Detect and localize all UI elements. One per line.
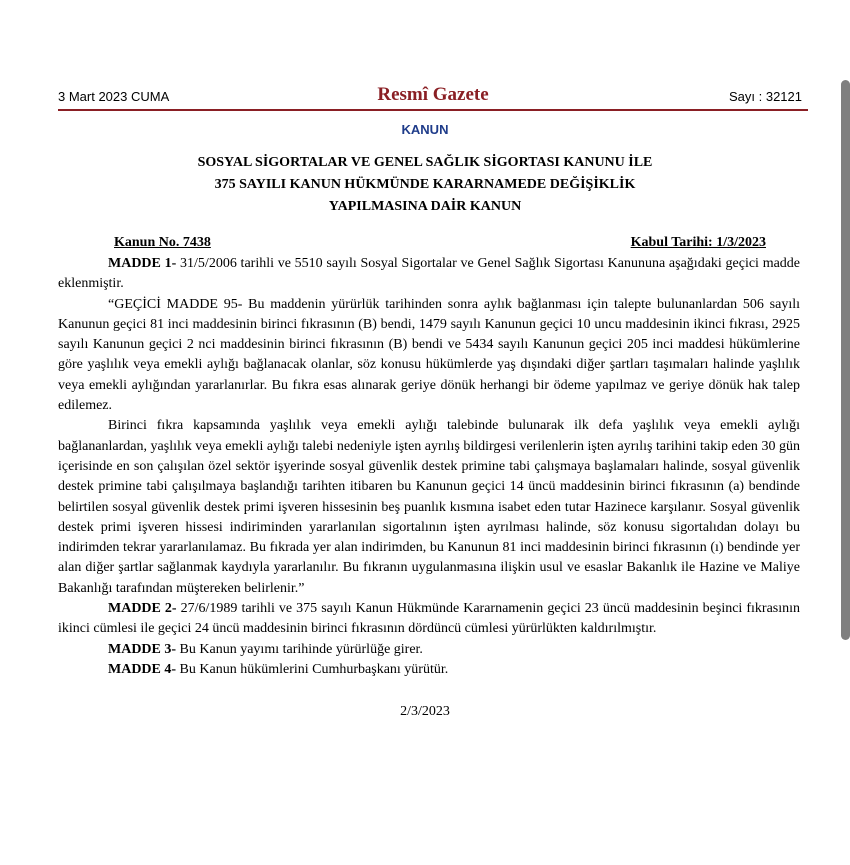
article-label: MADDE 2- [108, 601, 177, 617]
article-label: MADDE 4- [108, 661, 177, 677]
publication-date: 3 Mart 2023 CUMA [58, 89, 170, 104]
law-number: Kanun No. 7438 [114, 235, 211, 250]
article-paragraph [58, 254, 800, 295]
law-title [0, 152, 850, 218]
article-paragraph [58, 416, 800, 599]
signature-date: 2/3/2023 [400, 704, 450, 719]
law-body [58, 254, 800, 680]
article-text: Birinci fıkra kapsamında yaşlılık veya emekli aylığı talebinde bulunarak ilk defa yaşlılık veya emekli aylığı bağlananlardan, yaşlılık veya emekli aylığı talebi nedeniyle işten ayrılış bildirgesi verilenlerin işten ayrılış tarihini takip eden 30 gün içerisinde en son çalışılan özel sektör işyerinde sosyal güvenlik destek primine tabi çalışmaya başlamaları halinde, sosyal güvenlik destek primine tabi çalışılmaya başlandığı tarihten itibaren bu Kanunun geçici 14 üncü maddesinin birinci fıkrasının (a) bendinde belirtilen sosyal güvenlik destek primi işveren hissesinin beş puanlık kısmına isabet eden tutar Hazinece karşılanır. Sosyal güvenlik destek primi işveren hissesi indiriminden yararlanılan sigortalının işten ayrılması halinde, söz konusu sigortalıdan dolayı bu indirimden tekrar yararlanılamaz. Bu fıkrada yer alan indirimden, bu Kanunun 81 inci maddesinin birinci fıkrasının (ı) bendinde yer alan diğer şartlar sağlanmak kaydıyla yararlanılır. Bu fıkranın uygulanmasına ilişkin usul ve esaslar Bakanlık ile Hazine ve Maliye Bakanlığı tarafından müştereken belirlenir.” [58, 418, 800, 596]
issue-number: Sayı : 32121 [729, 89, 802, 104]
law-title-line: 375 SAYILI KANUN HÜKMÜNDE KARARNAMEDE DEĞİŞİKLİK [214, 177, 636, 192]
article-paragraph [58, 660, 800, 680]
article-text: Bu Kanun hükümlerini Cumhurbaşkanı yürütür. [176, 661, 449, 677]
article-text: 27/6/1989 tarihli ve 375 sayılı Kanun Hükmünde Kararnamenin geçici 23 üncü maddesinin beşinci fıkrasının ikinci cümlesi ile geçici 24 üncü maddesinin birinci fıkrasının dördüncü cümlesi yürürlükten kaldırılmıştır. [58, 601, 801, 637]
article-label: MADDE 3- [108, 641, 177, 657]
article-text: 31/5/2006 tarihli ve 5510 sayılı Sosyal Sigortalar ve Genel Sağlık Sigortası Kanununa aşağıdaki geçici madde eklenmiştir. [58, 256, 801, 292]
law-title-line: YAPILMASINA DAİR KANUN [328, 199, 522, 214]
section-label: KANUN [401, 122, 449, 137]
article-label: MADDE 1- [108, 256, 177, 271]
vertical-scrollbar[interactable] [841, 80, 850, 640]
article-paragraph [58, 599, 800, 640]
article-text: “GEÇİCİ MADDE 95- Bu maddenin yürürlük tarihinden sonra aylık bağlanması için talepte bulunanlardan 506 sayılı Kanunun geçici 81 inci maddesinin birinci fıkrasının (B) bendi, 1479 sayılı Kanunun geçici 10 uncu maddesinin ikinci fıkrası, 2925 sayılı Kanunun geçici 2 nci maddesinin birinci fıkrasının (B) bendi ve 5434 sayılı Kanunun geçici 205 inci maddesi hükümlerine göre yaşlılık veya emekli aylığı bağlanacak olanlar, söz konusu hükümlerde yaş dışındaki diğer şartları taşımaları halinde yaşlılık veya emekli aylığından yararlanırlar. Bu fıkra esas alınarak geriye dönük herhangi bir ödeme yapılmaz ve geriye dönük hak talep edilemez. [58, 296, 800, 414]
acceptance-date: Kabul Tarihi: 1/3/2023 [630, 235, 766, 250]
header-divider [58, 109, 808, 111]
article-text: Bu Kanun yayımı tarihinde yürürlüğe girer. [176, 641, 423, 657]
article-paragraph [58, 640, 800, 660]
law-title-line: SOSYAL SİGORTALAR VE GENEL SAĞLIK SİGORTASI KANUNU İLE [197, 155, 653, 170]
gazette-name: Resmî Gazete [377, 84, 489, 105]
gazette-header [58, 84, 808, 110]
article-paragraph [58, 295, 800, 417]
